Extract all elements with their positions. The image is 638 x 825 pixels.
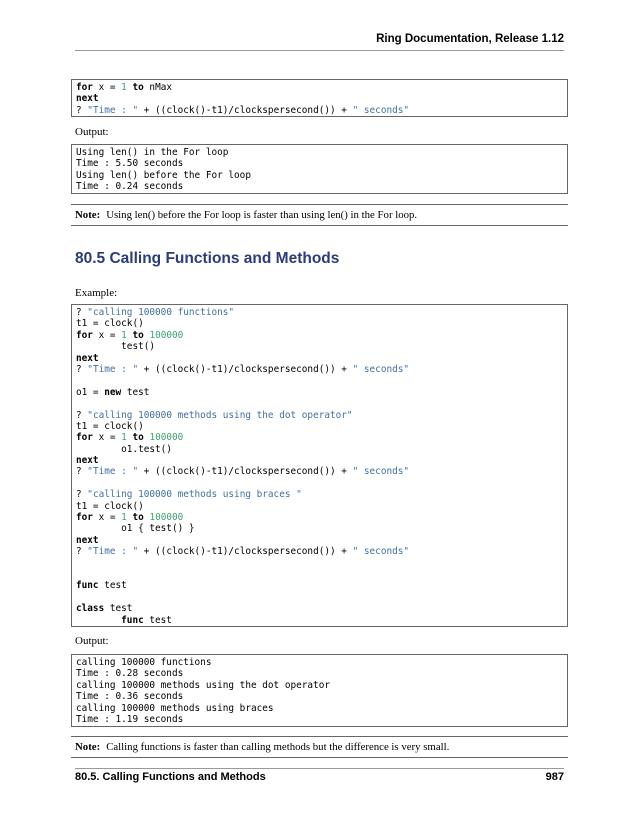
- code-token: "Time : ": [87, 104, 139, 116]
- code-token: "Time : ": [87, 466, 139, 478]
- code-token: 1: [121, 329, 127, 341]
- code-token: "calling 100000 methods using the dot operator": [87, 409, 353, 421]
- code-line: [76, 341, 563, 352]
- code-token: 100000: [149, 512, 184, 524]
- code-token: + ((clock()-t1)/clockspersecond()) +: [138, 104, 353, 116]
- output-line: Time : 1.19 seconds: [76, 713, 184, 725]
- output-line: Using len() before the For loop: [76, 169, 251, 181]
- code-token: "calling 100000 methods using braces ": [87, 489, 302, 501]
- code-token: " seconds": [352, 363, 410, 375]
- code-token: next: [76, 455, 99, 467]
- code-token: 1: [121, 82, 127, 93]
- code-line: [76, 489, 563, 500]
- code-line: [76, 535, 563, 546]
- code-line: [76, 466, 563, 477]
- code-token: ?: [76, 409, 88, 421]
- code-token: t1 = clock(): [76, 500, 144, 512]
- page-header: Ring Documentation, Release 1.12: [376, 33, 564, 45]
- note-label: Note:: [75, 741, 101, 753]
- code-token: 1: [121, 512, 127, 524]
- code-token: for: [76, 432, 93, 444]
- page-footer: [75, 771, 564, 783]
- output-line: Time : 0.36 seconds: [76, 691, 184, 703]
- section-title: 80.5 Calling Functions and Methods: [75, 250, 340, 267]
- note-box-len: [71, 204, 568, 226]
- footer-section: 80.5. Calling Functions and Methods: [75, 771, 266, 783]
- code-token: nMax: [143, 82, 173, 93]
- output-block-len: [71, 144, 568, 194]
- code-token: to: [132, 329, 144, 341]
- code-token: t1 = clock(): [76, 420, 144, 432]
- output-line: calling 100000 methods using braces: [76, 702, 274, 714]
- code-token: x =: [92, 432, 122, 444]
- output-block-calls: [71, 654, 568, 727]
- code-token: func: [76, 580, 99, 592]
- note-box-calls: [71, 736, 568, 758]
- footer-divider: [75, 768, 564, 769]
- output-line: calling 100000 methods using the dot operator: [76, 679, 330, 691]
- output-line: Time : 0.24 seconds: [76, 181, 184, 193]
- code-token: test: [121, 386, 150, 398]
- code-token: to: [132, 512, 144, 524]
- code-line: [76, 105, 563, 116]
- example-label: Example:: [75, 287, 118, 299]
- code-line: [76, 375, 563, 386]
- code-token: 1: [121, 432, 127, 444]
- code-line: [76, 432, 563, 443]
- code-token: for: [76, 512, 93, 524]
- code-token: + ((clock()-t1)/clockspersecond()) +: [138, 363, 353, 375]
- code-line: [76, 523, 563, 534]
- code-line: [76, 546, 563, 557]
- code-token: to: [132, 432, 144, 444]
- code-token: t1 = clock(): [76, 318, 144, 330]
- code-line: [76, 501, 563, 512]
- code-line: [76, 615, 563, 626]
- code-line: [76, 558, 563, 569]
- code-token: test: [143, 614, 172, 626]
- code-line: [76, 93, 563, 104]
- output-line: Time : 5.50 seconds: [76, 158, 184, 170]
- code-token: new: [104, 386, 122, 398]
- code-token: ?: [76, 466, 88, 478]
- code-token: "calling 100000 functions": [87, 307, 235, 318]
- code-token: test: [98, 580, 127, 592]
- code-line: [76, 421, 563, 432]
- code-token: func: [121, 614, 144, 626]
- code-token: next: [76, 534, 99, 546]
- code-line: [76, 364, 563, 375]
- code-line: [76, 592, 563, 603]
- code-line: [76, 307, 563, 318]
- header-divider: [75, 50, 564, 51]
- code-token: " seconds": [352, 104, 410, 116]
- code-token: + ((clock()-t1)/clockspersecond()) +: [138, 546, 353, 558]
- code-line: [76, 353, 563, 364]
- code-token: to: [132, 82, 144, 93]
- code-line: [76, 603, 563, 614]
- code-line: [76, 455, 563, 466]
- code-line: [76, 512, 563, 523]
- code-token: 100000: [149, 432, 184, 444]
- code-line: [76, 410, 563, 421]
- code-token: "Time : ": [87, 363, 139, 375]
- output-label: Output:: [75, 126, 109, 138]
- code-token: x =: [92, 512, 122, 524]
- code-line: [76, 318, 563, 329]
- code-token: for: [76, 82, 93, 93]
- code-token: x =: [92, 329, 122, 341]
- output-line: calling 100000 functions: [76, 657, 212, 668]
- code-block-loop: [71, 79, 568, 117]
- code-line: [76, 569, 563, 580]
- code-line: [76, 478, 563, 489]
- code-line: [76, 330, 563, 341]
- code-line: [76, 444, 563, 455]
- code-token: + ((clock()-t1)/clockspersecond()) +: [138, 466, 353, 478]
- code-token: test(): [76, 341, 156, 353]
- code-token: o1 =: [76, 386, 105, 398]
- code-token: 100000: [149, 329, 184, 341]
- code-line: [76, 82, 563, 93]
- code-token: next: [76, 93, 99, 105]
- page-number: 987: [545, 771, 564, 783]
- code-line: [76, 398, 563, 409]
- code-token: class: [76, 603, 105, 615]
- code-token: [76, 615, 121, 626]
- code-line: [76, 387, 563, 398]
- code-token: next: [76, 352, 99, 364]
- code-token: test: [104, 603, 133, 615]
- code-token: for: [76, 329, 93, 341]
- code-token: ?: [76, 546, 88, 558]
- output-label: Output:: [75, 635, 109, 647]
- note-label: Note:: [75, 209, 101, 221]
- code-token: ?: [76, 489, 88, 501]
- code-token: x =: [92, 82, 122, 93]
- code-line: [76, 580, 563, 591]
- code-token: ?: [76, 104, 88, 116]
- code-token: ?: [76, 307, 88, 318]
- code-token: o1.test(): [76, 443, 172, 455]
- output-line: Using len() in the For loop: [76, 147, 229, 158]
- code-token: " seconds": [352, 546, 410, 558]
- code-token: "Time : ": [87, 546, 139, 558]
- code-token: " seconds": [352, 466, 410, 478]
- code-block-functions-methods: [71, 304, 568, 627]
- output-line: Time : 0.28 seconds: [76, 668, 184, 680]
- code-token: ?: [76, 363, 88, 375]
- note-text: Calling functions is faster than calling methods but the difference is very small.: [106, 741, 450, 753]
- note-text: Using len() before the For loop is faster than using len() in the For loop.: [106, 209, 418, 221]
- code-token: o1 { test() }: [76, 523, 195, 535]
